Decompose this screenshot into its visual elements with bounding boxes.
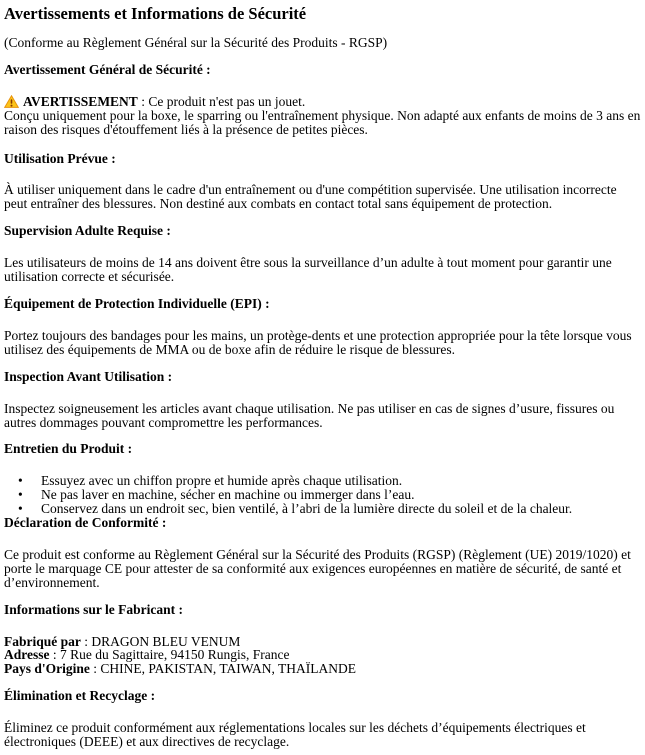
warning-triangle-icon bbox=[4, 95, 19, 108]
address-label: Adresse bbox=[4, 647, 50, 663]
origin-label: Pays d'Origine bbox=[4, 661, 90, 677]
list-item bbox=[4, 474, 641, 488]
heading-general-warning: Avertissement Général de Sécurité : bbox=[4, 61, 211, 77]
manufacturer-value: : DRAGON BLEU VENUM bbox=[80, 633, 241, 649]
warning-body: Conçu uniquement pour la boxe, le sparring ou l'entraînement physique. Non adapté aux enfants de moins de 3 ans en raison des risques d'étouffement liés à la présence de petites pièces. bbox=[4, 107, 641, 137]
heading-adult-supervision: Supervision Adulte Requise : bbox=[4, 223, 171, 239]
warning-statement: : Ce produit n'est pas un jouet. bbox=[137, 93, 306, 109]
heading-conformity: Déclaration de Conformité : bbox=[4, 515, 167, 531]
heading-inspection: Inspection Avant Utilisation : bbox=[4, 368, 173, 384]
manufacturer-details bbox=[4, 635, 641, 677]
intended-use-text: À utiliser uniquement dans le cadre d'un entraînement ou d'une compétition supervisée. Une utilisation incorrecte peut entraîner des blessures. Non destiné aux combats en contact total sans équipement de protection. bbox=[4, 182, 617, 212]
recycling-text: Éliminez ce produit conformément aux réglementations locales sur les déchets d’équipements électriques et électroniques (DEEE) et aux directives de recyclage. bbox=[4, 720, 586, 750]
adult-supervision-text: Les utilisateurs de moins de 14 ans doivent être sous la surveillance d’un adulte à tout moment pour garantir une utilisation correcte et sécurisée. bbox=[4, 255, 612, 285]
address-value: : 7 Rue du Sagittaire, 94150 Rungis, France bbox=[49, 647, 290, 663]
heading-manufacturer: Informations sur le Fabricant : bbox=[4, 601, 183, 617]
list-item bbox=[4, 488, 641, 502]
care-item-text: Essuyez avec un chiffon propre et humide après chaque utilisation. bbox=[41, 473, 403, 489]
manufacturer-label: Fabriqué par bbox=[4, 633, 81, 649]
care-instructions-list bbox=[4, 474, 641, 516]
list-item bbox=[4, 502, 641, 516]
subtitle: (Conforme au Règlement Général sur la Sécurité des Produits - RGSP) bbox=[4, 35, 388, 50]
bullet-icon: • bbox=[18, 487, 23, 503]
origin-value: : CHINE, PAKISTAN, TAIWAN, THAÏLANDE bbox=[89, 661, 356, 677]
inspection-text: Inspectez soigneusement les articles avant chaque utilisation. Ne pas utiliser en cas de signes d’usure, fissures ou autres dommages pouvant compromettre les performances. bbox=[4, 400, 615, 430]
heading-recycling: Élimination et Recyclage : bbox=[4, 688, 156, 704]
care-item-text: Conservez dans un endroit sec, bien ventilé, à l’abri de la lumière directe du soleil et de la chaleur. bbox=[41, 501, 573, 517]
ppe-text: Portez toujours des bandages pour les mains, un protège-dents et une protection appropriée pour la tête lorsque vous utilisez des équipements de MMA ou de boxe afin de réduire le risque de blessures. bbox=[4, 327, 632, 357]
heading-ppe: Équipement de Protection Individuelle (EPI) : bbox=[4, 295, 270, 311]
bullet-icon: • bbox=[18, 501, 23, 517]
heading-intended-use: Utilisation Prévue : bbox=[4, 150, 116, 166]
warning-label: AVERTISSEMENT bbox=[23, 93, 138, 109]
warning-paragraph bbox=[4, 95, 641, 137]
heading-product-care: Entretien du Produit : bbox=[4, 441, 133, 457]
conformity-text: Ce produit est conforme au Règlement Général sur la Sécurité des Produits (RGSP) (Règlement (UE) 2019/1020) et porte le marquage CE pour attester de sa conformité aux exigences européennes en matière de sécurité, de santé et d’environnement. bbox=[4, 546, 631, 590]
care-item-text: Ne pas laver en machine, sécher en machine ou immerger dans l’eau. bbox=[41, 487, 415, 503]
bullet-icon: • bbox=[18, 473, 23, 489]
safety-document bbox=[4, 4, 641, 749]
page-title: Avertissements et Informations de Sécurité bbox=[4, 4, 307, 23]
